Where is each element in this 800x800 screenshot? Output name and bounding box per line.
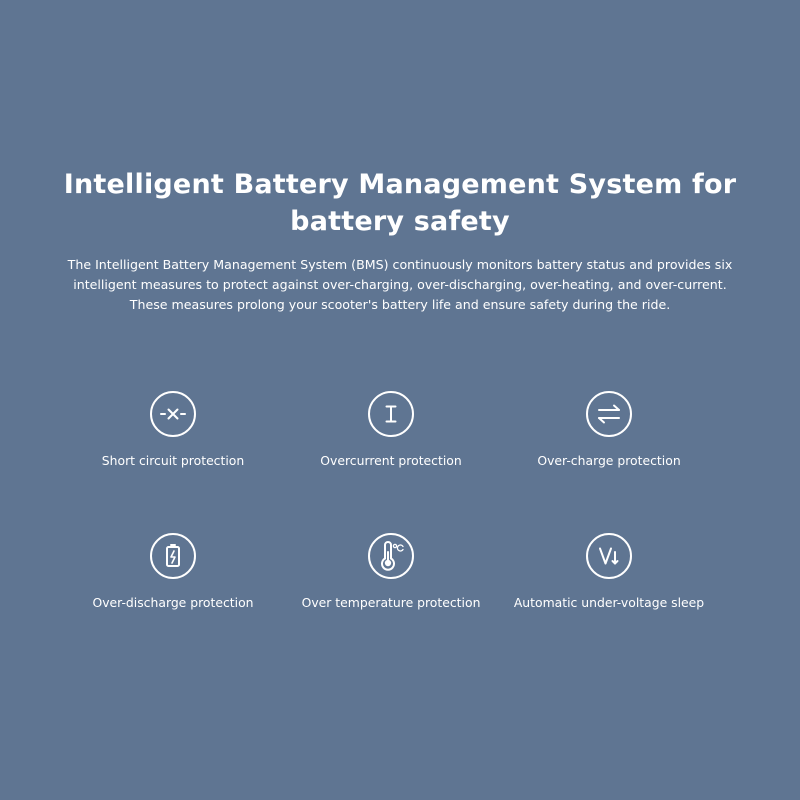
description-line-2: intelligent measures to protect against over-charging, over-discharging, over-heating, and over-current. (73, 277, 727, 292)
page-title-line-2: battery safety (290, 206, 510, 237)
short-circuit-icon (149, 390, 197, 438)
feature-under-voltage-sleep (500, 532, 718, 632)
feature-short-circuit (64, 390, 282, 532)
feature-label: Automatic under-voltage sleep (513, 595, 705, 610)
feature-over-charge (500, 390, 718, 532)
feature-over-temperature (282, 532, 500, 632)
page-title-line-1: Intelligent Battery Management System for (63, 169, 737, 200)
page-description (30, 255, 770, 315)
feature-label: Overcurrent protection (320, 453, 462, 468)
over-discharge-icon (149, 532, 197, 580)
description-line-3: These measures prolong your scooter's battery life and ensure safety during the ride. (129, 297, 671, 312)
over-charge-icon (585, 390, 633, 438)
description-line-1: The Intelligent Battery Management System (BMS) continuously monitors battery status and provides six (67, 257, 733, 272)
feature-label: Over temperature protection (301, 595, 481, 610)
feature-grid (64, 390, 718, 632)
feature-over-discharge (64, 532, 282, 632)
feature-label: Over-charge protection (537, 453, 681, 468)
under-voltage-icon (585, 532, 633, 580)
feature-overcurrent (282, 390, 500, 532)
feature-label: Short circuit protection (101, 453, 245, 468)
feature-label: Over-discharge protection (92, 595, 254, 610)
page-title (40, 166, 760, 240)
thermometer-icon (367, 532, 415, 580)
overcurrent-icon (367, 390, 415, 438)
